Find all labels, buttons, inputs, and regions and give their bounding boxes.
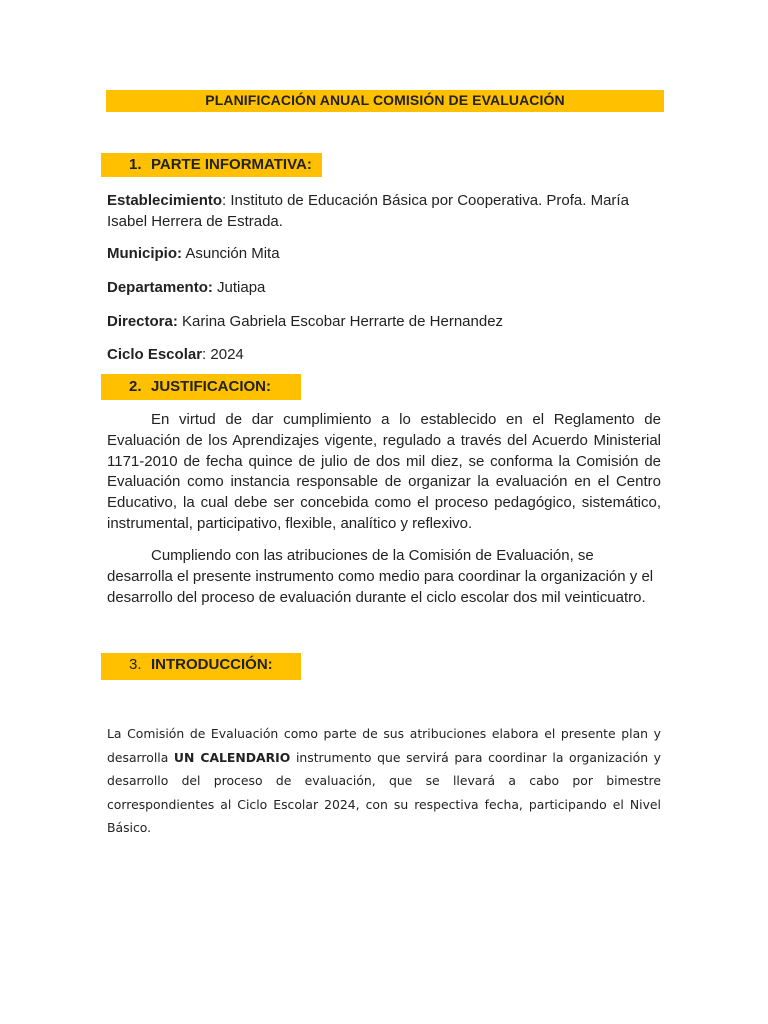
- field-label: Establecimiento: [107, 192, 223, 209]
- field-label: Ciclo Escolar: [107, 346, 203, 363]
- field-separator: :: [222, 192, 231, 209]
- section-number: 2.: [129, 378, 142, 395]
- field-value: Asunción Mita: [185, 245, 280, 262]
- field-departamento: [107, 277, 667, 298]
- field-ciclo-escolar: [107, 344, 667, 365]
- field-value: Instituto de Educación Básica por Cooperativa. Profa. María Isabel Herrera de Estrada.: [107, 192, 629, 230]
- section-3-heading: [129, 656, 273, 673]
- field-municipio: [107, 243, 667, 264]
- field-value: 2024: [210, 346, 244, 363]
- field-value: Karina Gabriela Escobar Herrarte de Hernandez: [182, 313, 504, 330]
- intro-bold-calendario: UN CALENDARIO: [173, 749, 291, 765]
- field-label: Municipio:: [107, 245, 182, 262]
- field-directora: [107, 311, 667, 332]
- intro-text-start: La Comisión de Evaluación como parte de sus atribuciones elabora el presente plan y desarrolla: [107, 726, 661, 765]
- intro-text-end: instrumento que servirá para coordinar la organización y desarrollo del proceso de evaluación, que se llevará a cabo por bimestre correspondientes al Ciclo Escolar 2024, con su respectiva fecha, participando el Nivel Básico.: [107, 749, 662, 836]
- field-label: Departamento:: [107, 279, 213, 296]
- field-label: Directora:: [107, 313, 178, 330]
- document-title: PLANIFICACIÓN ANUAL COMISIÓN DE EVALUACIÓN: [205, 92, 565, 108]
- section-number: 1.: [129, 156, 142, 173]
- introduccion-paragraph: [107, 722, 661, 840]
- justificacion-paragraph-2: Cumpliendo con las atribuciones de la Comisión de Evaluación, se desarrolla el presente instrumento como medio para coordinar la organización y el desarrollo del proceso de evaluación durante el ciclo escolar dos mil veinticuatro.: [107, 547, 654, 606]
- section-label: JUSTIFICACION:: [151, 378, 271, 395]
- section-number: 3.: [129, 656, 142, 673]
- field-separator: :: [202, 346, 211, 363]
- field-value: Jutiapa: [217, 279, 266, 296]
- section-1-heading: [129, 156, 312, 173]
- section-2-heading: [129, 378, 271, 395]
- justificacion-paragraph-1: En virtud de dar cumplimiento a lo establecido en el Reglamento de Evaluación de los Aprendizajes vigente, regulado a través del Acuerdo Ministerial 1171-2010 de fecha quince de julio de dos mil diez, se conforma la Comisión de Evaluación como instancia responsable de organizar la evaluación en el Centro Educativo, la cual debe ser concebida como el proceso pedagógico, sistemático, instrumental, participativo, flexible, analítico y reflexivo.: [107, 411, 661, 532]
- field-establecimiento: [107, 190, 667, 232]
- section-label: INTRODUCCIÓN:: [151, 656, 273, 673]
- section-label: PARTE INFORMATIVA:: [151, 156, 312, 173]
